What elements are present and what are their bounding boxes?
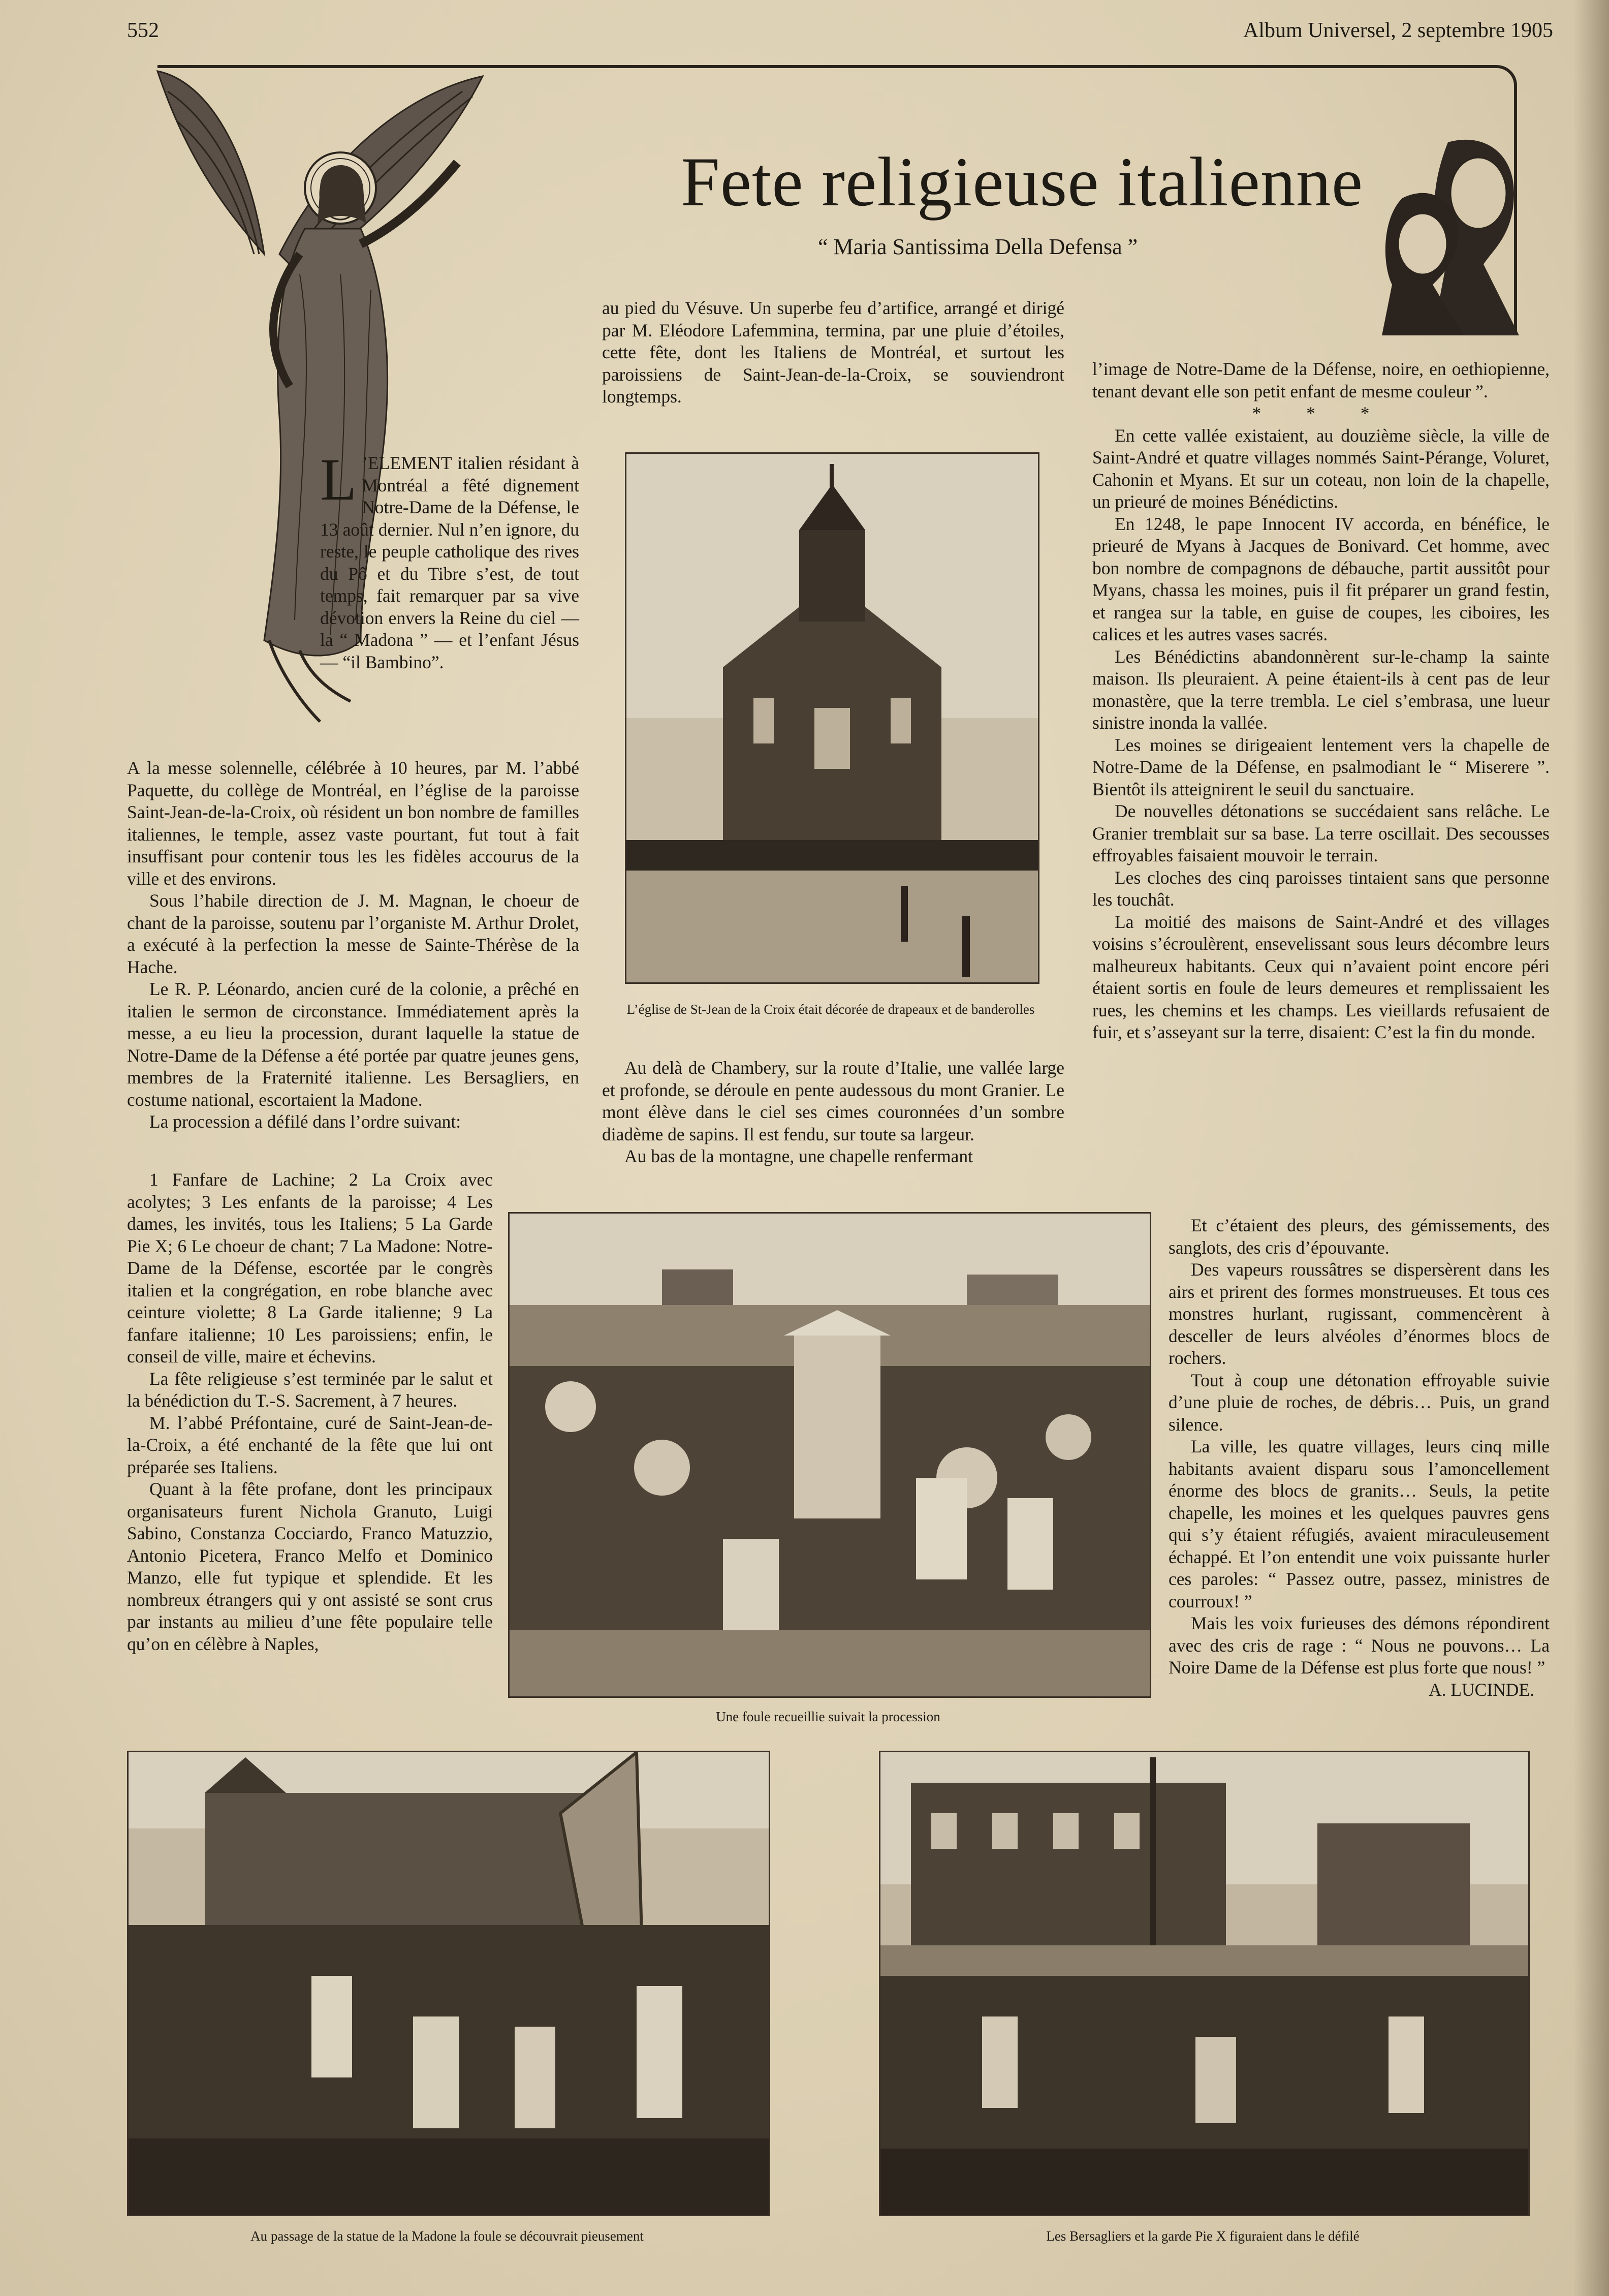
paragraph: Sous l’habile direction de J. M. Magnan, le choeur de chant de la paroisse, soutenu par l’organiste M. Arthur Drolet, a exécuté à la perfection la messe de Sainte-Thérèse de la Hache. <box>127 890 579 977</box>
article-subtitle: “ Maria Santissima Della Defensa ” <box>818 234 1138 259</box>
paragraph: Au bas de la montagne, une chapelle renfermant <box>624 1146 973 1166</box>
paragraph: Le R. P. Léonardo, ancien curé de la colonie, a prêché en italien le sermon de circonstance. Immédiatement après la messe, a eu lieu la procession, durant laquelle la statue de Notre-Dame de la Défense a été portée par quatre jeunes gens, membres de la Fraternité italienne. Les Bersagliers, en costume national, escortaient la Madone. <box>127 979 579 1110</box>
paragraph: Quant à la fête profane, dont les principaux organisateurs furent Nichola Granuto, Luigi Sabino, Constanza Cocciardo, Franco Matuzzio, Antonio Picetera, Franco Melfo et Dominico Manzo, elle fut typique et splendide. Et les nombreux étrangers qui y ont assisté se sont crus par instants au milieu d’une fête populaire telle qu’on en célèbre à Naples, <box>127 1479 493 1654</box>
paragraph: l’image de Notre-Dame de la Défense, noire, en oethiopienne, tenant devant elle son petit enfant de mesme couleur ”. <box>1092 359 1550 401</box>
article-title: Fete religieuse italienne <box>681 143 1364 221</box>
paragraph: Au delà de Chambery, sur la route d’Italie, une vallée large et profonde, se déroule en pente audessous du mont Granier. Le mont élève dans le ciel ses cimes couronnées d’un sombre diadème de sapins. Il est fendu, sur toute sa largeur. <box>602 1058 1064 1144</box>
paragraph: De nouvelles détonations se succédaient sans relâche. Le Granier tremblait sur sa base. La terre oscillait. Des secousses effroyables faisaient mouvoir le terrain. <box>1092 801 1550 865</box>
paragraph: Tout à coup une détonation effroyable suivie d’une pluie de roches, de débris… Puis, un grand silence. <box>1169 1370 1550 1435</box>
paragraph: A la messe solennelle, célébrée à 10 heures, par M. l’abbé Paquette, du collège de Montréal, en l’église de la paroisse Saint-Jean-de-la-Croix, où résident un bon nombre de familles italiennes, le temple, assez vaste pourtant, fut tout à fait insuffisant pour contenir tous les les fidèles accourus de la ville et des environs. <box>127 758 579 889</box>
procession-caption: Une foule recueillie suivait la procession <box>716 1709 940 1724</box>
paragraph: L ’ELEMENT italien résidant à Montréal a fêté dignement Notre-Dame de la Défense, le 13 août dernier. Nul n’en ignore, du reste, le peuple catholique des rives du Pô et du Tibre s’est, de tout temps, fait remarquer par sa vive dévotion envers la Reine du ciel — la “ Madona ” — et l’enfant Jésus — “il Bambino”. <box>320 446 579 672</box>
bersagliers-caption: Les Bersagliers et la garde Pie X figuraient dans le défilé <box>1046 2228 1360 2244</box>
column-3 <box>1092 358 1550 1044</box>
statue-caption: Au passage de la statue de la Madone la foule se découvrait pieusement <box>250 2228 644 2244</box>
paragraph: Les cloches des cinq paroisses tintaient sans que personne les touchât. <box>1092 867 1550 910</box>
column-1 <box>127 757 579 1133</box>
church-caption: L’église de St-Jean de la Croix était décorée de drapeaux et de banderolles <box>626 1002 1035 1017</box>
publication-header: Album Universel, 2 septembre 1905 <box>1243 19 1553 42</box>
signature: A. LUCINDE. <box>1428 1679 1534 1700</box>
paragraph: Les Bénédictins abandonnèrent sur-le-champ la sainte maison. Ils pleuraient. A peine étaient-ils à cent pas de leur monastère, que la terre trembla. Le ciel s’embrasa, une lueur sinistre inonda la vallée. <box>1092 646 1550 733</box>
ladies-illustration <box>1372 132 1519 335</box>
column-2-bottom <box>602 1057 1064 1168</box>
procession-photo <box>508 1212 1151 1698</box>
paragraph: au pied du Vésuve. Un superbe feu d’artifice, arrangé et dirigé par M. Eléodore Lafemmina, termina, par une pluie d’étoiles, cette fête, dont les Italiens de Montréal, et surtout les paroissiens de Saint-Jean-de-la-Croix, se souviendront longtemps. <box>602 298 1064 407</box>
paragraph: Et c’étaient des pleurs, des gémissements, des sanglots, des cris d’épouvante. <box>1169 1215 1550 1258</box>
statue-photo <box>127 1751 770 2216</box>
paragraph: 1 Fanfare de Lachine; 2 La Croix avec acolytes; 3 Les enfants de la paroisse; 4 Les dames, les invités, tous les Italiens; 5 La Garde Pie X; 6 Le choeur de chant; 7 La Madone: Notre-Dame de la Défense, escortée par le congrès italien et la congrégation, en robe blanche avec ceinture violette; 8 La Garde italienne; 9 La fanfare italienne; 10 Les paroissiens; enfin, le conseil de ville, maire et échevins. <box>127 1169 493 1367</box>
column-1-top <box>320 446 579 673</box>
page-edge-shadow <box>1573 0 1609 2296</box>
bersagliers-photo <box>879 1751 1530 2216</box>
paragraph: En 1248, le pape Innocent IV accorda, en bénéfice, le prieuré de Myans à Jacques de Bonivard. Cet homme, avec bon nombre de compagnons de débauche, partit aussitôt pour Myans, chassa les moines, puis il fit préparer un grand festin, et rangea sur la table, en guise de coupes, les ciboires, les calices et les autres vases sacrés. <box>1092 513 1550 644</box>
paragraph: La ville, les quatre villages, leurs cinq mille habitants avaient disparu sous l’amoncellement énorme des blocs de granits… Seuls, la petite chapelle, les moines et les quelques pauvres gens qui s’y étaient réfugiés, avaient miraculeusement échappé. Et l’on entendit une voix puissante hurler ces paroles: “ Passez outre, passez, ministres de courroux! ” <box>1169 1436 1550 1611</box>
column-1-lower <box>127 1169 493 1655</box>
drop-cap: L <box>320 446 357 513</box>
paragraph: La fête religieuse s’est terminée par le salut et la bénédiction du T.-S. Sacrement, à 7 heures. <box>127 1368 493 1411</box>
column-3-lower <box>1169 1215 1550 1701</box>
column-2-top <box>602 297 1064 408</box>
page-number: 552 <box>127 19 159 42</box>
paragraph: La procession a défilé dans l’ordre suivant: <box>149 1111 461 1132</box>
paragraph: En cette vallée existaient, au douzième siècle, la ville de Saint-André et quatre villages nommés Saint-Pérange, Voluret, Cahonin et Myans. Et sur un coteau, non loin de la chapelle, un prieuré de moines Bénédictins. <box>1092 425 1550 512</box>
church-photo <box>625 452 1039 984</box>
paragraph: M. l’abbé Préfontaine, curé de Saint-Jean-de-la-Croix, a été enchanté de la fête que lui ont préparée ses Italiens. <box>127 1412 493 1477</box>
paragraph: Les moines se dirigeaient lentement vers la chapelle de Notre-Dame de la Défense, en psalmodiant le “ Miserere ”. Bientôt ils atteignirent le seuil du sanctuaire. <box>1092 734 1550 799</box>
paragraph: La moitié des maisons de Saint-André et des villages voisins s’écroulèrent, ensevelissant sous leurs décombre leurs malheureux habitants. Ceux qui n’avaient point encore péri étaient sortis en foule de leurs demeures et remplissaient les rues, les chemins et les champs. Les vieillards refusaient de fuir, et s’asseyant sur la terre, disaient: C’est la fin du monde. <box>1092 911 1550 1042</box>
paragraph: Des vapeurs roussâtres se dispersèrent dans les airs et prirent des formes monstrueuses. Et tous ces monstres hurlant, rugissant, commencèrent à desceller de leurs alvéoles d’énormes blocs de rochers. <box>1169 1259 1550 1368</box>
paragraph: Mais les voix furieuses des démons répondirent avec des cris de rage : “ Nous ne pouvons… La Noire Dame de la Défense est plus forte que nous! ” <box>1169 1613 1550 1678</box>
section-separator: * * * <box>1252 403 1390 423</box>
